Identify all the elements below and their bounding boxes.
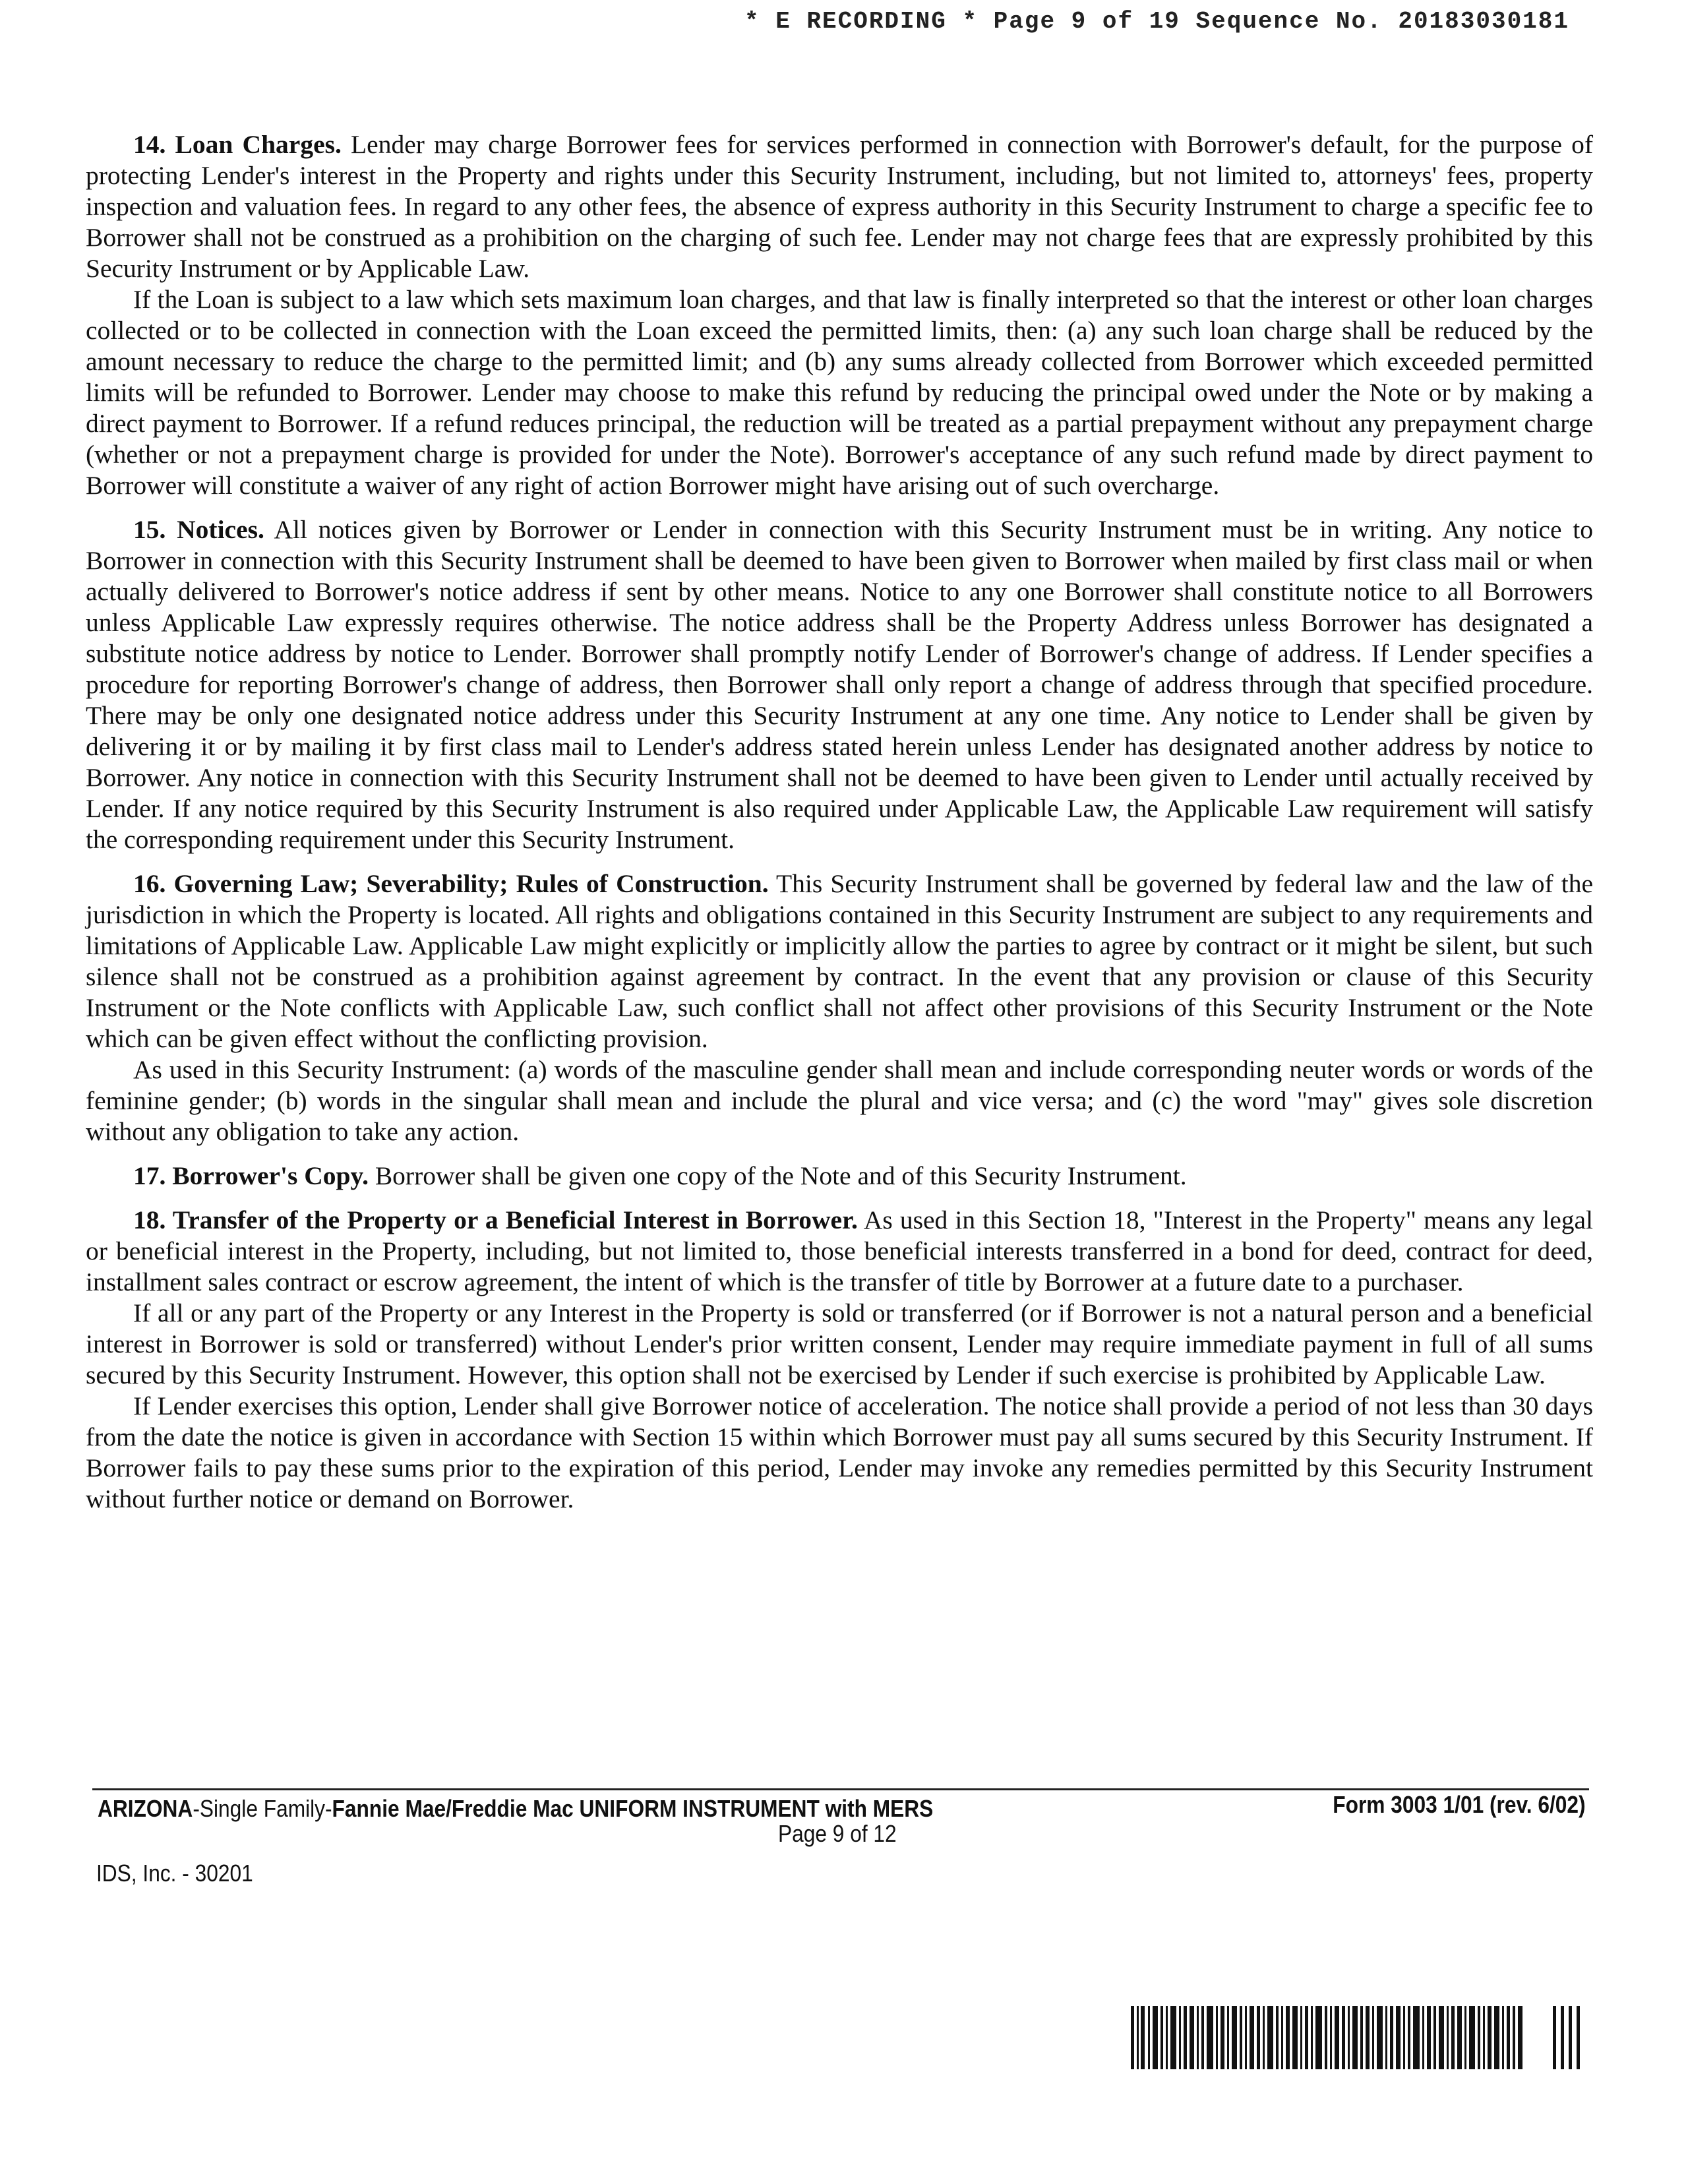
recording-header: * E RECORDING * Page 9 of 19 Sequence No. 20183030181 bbox=[744, 8, 1569, 35]
footer-family: -Single Family- bbox=[193, 1795, 332, 1822]
section-18-paragraph-1 bbox=[86, 1205, 1593, 1298]
section-14-paragraph-2: If the Loan is subject to a law which sets maximum loan charges, and that law is finally interpreted so that the interest or other loan charges collected or to be collected in connection with the Loan exceed the permitted limits, then: (a) any such loan charge shall be reduced by the amount necessary to reduce the charge to the permitted limit; and (b) any sums already collected from Borrower which exceeded permitted limits will be refunded to Borrower. Lender may choose to make this refund by reducing the principal owed under the Note or by making a direct payment to Borrower. If a refund reduces principal, the reduction will be treated as a partial prepayment without any prepayment charge (whether or not a prepayment charge is provided for under the Note). Borrower's acceptance of any such refund made by direct payment to Borrower will constitute a waiver of any right of action Borrower might have arising out of such overcharge. bbox=[86, 285, 1593, 500]
section-14-paragraph-1 bbox=[86, 129, 1593, 284]
footer-page-number: Page 9 of 12 bbox=[778, 1820, 897, 1847]
document-body bbox=[86, 129, 1593, 1515]
footer-instrument-title bbox=[98, 1795, 933, 1823]
section-17-text-1: Borrower shall be given one copy of the Note and of this Security Instrument. bbox=[375, 1161, 1187, 1190]
section-16-text-1: This Security Instrument shall be governed by federal law and the law of the jurisdiction in which the Property is located. All rights and obligations contained in this Security Instrument are subject to any requirements and limitations of Applicable Law. Applicable Law might explicitly or implicitly allow the parties to agree by contract or it might be silent, but such silence shall not be construed as a prohibition against agreement by contract. In the event that any provision or clause of this Security Instrument or the Note conflicts with Applicable Law, such conflict shall not affect other provisions of this Security Instrument or the Note which can be given effect without the conflicting provision. bbox=[86, 869, 1593, 1053]
barcode-icon bbox=[1131, 2005, 1586, 2071]
section-15-heading: 15. Notices. bbox=[133, 515, 264, 544]
section-15-paragraph-1 bbox=[86, 514, 1593, 855]
section-15-text-1: All notices given by Borrower or Lender in connection with this Security Instrument must be in writing. Any notice to Borrower in connection with this Security Instrument shall be deemed to have been given to Borrower when mailed by first class mail or when actually delivered to Borrower's notice address if sent by other means. Notice to any one Borrower shall constitute notice to all Borrowers unless Applicable Law expressly requires otherwise. The notice address shall be the Property Address unless Borrower has designated a substitute notice address by notice to Lender. Borrower shall promptly notify Lender of Borrower's change of address. If Lender specifies a procedure for reporting Borrower's change of address, then Borrower shall only report a change of address through that specified procedure. There may be only one designated notice address under this Security Instrument at any one time. Any notice to Lender shall be given by delivering it or by mailing it by first class mail to Lender's address stated herein unless Lender has designated another address by notice to Borrower. Any notice in connection with this Security Instrument shall not be deemed to have been given to Lender until actually received by Lender. If any notice required by this Security Instrument is also required under Applicable Law, the Applicable Law requirement will satisfy the corresponding requirement under this Security Instrument. bbox=[86, 515, 1594, 854]
section-18-heading: 18. Transfer of the Property or a Beneficial Interest in Borrower. bbox=[133, 1205, 858, 1234]
footer-ids-code: IDS, Inc. - 30201 bbox=[96, 1860, 253, 1887]
section-17-heading: 17. Borrower's Copy. bbox=[133, 1161, 369, 1190]
footer-state: ARIZONA bbox=[98, 1795, 193, 1822]
section-16-paragraph-2: As used in this Security Instrument: (a) words of the masculine gender shall mean and include corresponding neuter words or words of the feminine gender; (b) words in the singular shall mean and include the plural and vice versa; and (c) the word "may" gives sole discretion without any obligation to take any action. bbox=[86, 1055, 1593, 1146]
footer-divider bbox=[92, 1788, 1589, 1790]
section-17-paragraph-1 bbox=[86, 1161, 1593, 1192]
section-16-heading: 16. Governing Law; Severability; Rules of Construction. bbox=[133, 869, 769, 898]
section-14-heading: 14. Loan Charges. bbox=[133, 130, 342, 159]
footer-form-number: Form 3003 1/01 (rev. 6/02) bbox=[1333, 1791, 1586, 1818]
section-14-text-1: Lender may charge Borrower fees for services performed in connection with Borrower's default, for the purpose of protecting Lender's interest in the Property and rights under this Security Instrument, including, but not limited to, attorneys' fees, property inspection and valuation fees. In regard to any other fees, the absence of express authority in this Security Instrument to charge a specific fee to Borrower shall not be construed as a prohibition on the charging of such fee. Lender may not charge fees that are expressly prohibited by this Security Instrument or by Applicable Law. bbox=[86, 130, 1593, 283]
footer-instrument: Fannie Mae/Freddie Mac UNIFORM INSTRUMENT with MERS bbox=[332, 1795, 934, 1822]
section-18-paragraph-2: If all or any part of the Property or any Interest in the Property is sold or transferred (or if Borrower is not a natural person and a beneficial interest in Borrower is sold or transferred) without Lender's prior written consent, Lender may require immediate payment in full of all sums secured by this Security Instrument. However, this option shall not be exercised by Lender if such exercise is prohibited by Applicable Law. bbox=[86, 1298, 1593, 1389]
section-16-paragraph-1 bbox=[86, 868, 1593, 1054]
section-18-paragraph-3: If Lender exercises this option, Lender shall give Borrower notice of acceleration. The notice shall provide a period of not less than 30 days from the date the notice is given in accordance with Section 15 within which Borrower must pay all sums secured by this Security Instrument. If Borrower fails to pay these sums prior to the expiration of this period, Lender may invoke any remedies permitted by this Security Instrument without further notice or demand on Borrower. bbox=[86, 1391, 1593, 1513]
section-18-text-1: As used in this Section 18, "Interest in the Property" means any legal or beneficial interest in the Property, including, but not limited to, those beneficial interests transferred in a bond for deed, contract for deed, installment sales contract or escrow agreement, the intent of which is the transfer of title by Borrower at a future date to a purchaser. bbox=[86, 1205, 1593, 1296]
